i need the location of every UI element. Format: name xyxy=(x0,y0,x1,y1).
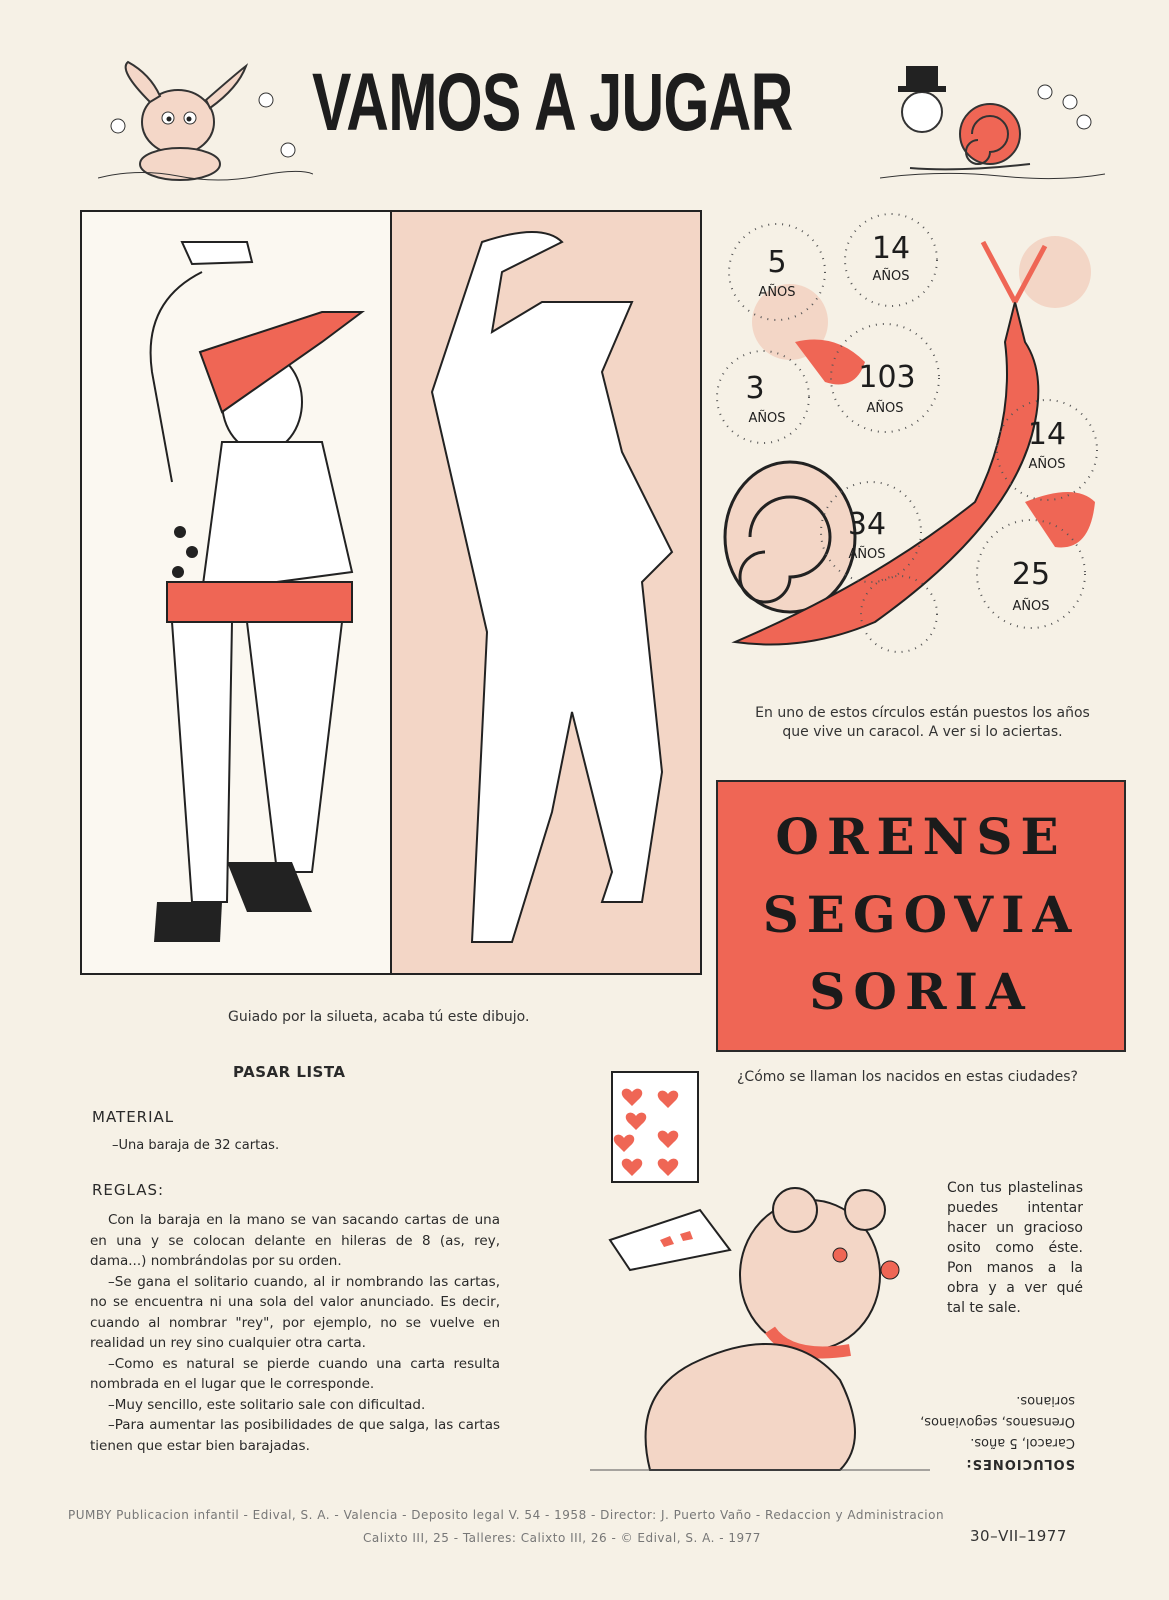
footer-publisher-line: PUMBY Publicacion infantil - Edival, S. A. - Valencia - Deposito legal V. 54 - 1958 - Director: J. Puerto Vaño - Redaccion y Administracion xyxy=(68,1508,945,1522)
rule-paragraph: –Para aumentar las posibilidades de que salga, las cartas tienen que estar bien barajadas. xyxy=(90,1417,500,1454)
city-segovia: SEGOVIA xyxy=(762,885,1080,944)
rule-paragraph: –Se gana el solitario cuando, al ir nombrando las cartas, no se encuentra ni una sola del valor anunciado. Es decir, cuando al nombrar "rey", por ejemplo, no se vuelve en realidad un rey sino cualquier otra carta. xyxy=(90,1273,500,1351)
svg-text:25: 25 xyxy=(1011,557,1051,592)
pasar-lista-title: PASAR LISTA xyxy=(233,1063,346,1081)
svg-text:AÑOS: AÑOS xyxy=(1012,599,1050,614)
circle-label-2 xyxy=(872,231,910,284)
cities-box xyxy=(716,780,1126,1052)
footer-date: 30–VII–1977 xyxy=(970,1527,1067,1545)
svg-text:5: 5 xyxy=(767,245,787,280)
circle-label-1 xyxy=(758,245,795,300)
silhouette-panel xyxy=(392,210,702,975)
snail-puzzle xyxy=(715,202,1135,677)
boy-drawing-panel xyxy=(80,210,392,975)
svg-text:103: 103 xyxy=(858,360,916,395)
drawing-caption: Guiado por la silueta, acaba tú este dibujo. xyxy=(228,1009,530,1025)
osito-text: Con tus plastelinas puedes intentar hacer un gracioso osito como éste. Pon manos a la obra y a ver qué tal te sale. xyxy=(947,1180,1083,1316)
flamenco-boy-drawing xyxy=(82,212,390,973)
circle-label-6 xyxy=(848,507,886,562)
rule-paragraph: –Como es natural se pierde cuando una carta resulta nombrada en el lugar que le corresponde. xyxy=(90,1355,500,1392)
cities-question: ¿Cómo se llaman los nacidos en estas ciudades? xyxy=(737,1069,1078,1085)
footer-address-line: Calixto III, 25 - Talleres: Calixto III, 26 - © Edival, S. A. - 1977 xyxy=(363,1531,761,1545)
snail-caption: En uno de estos círculos están puestos los años que vive un caracol. A ver si lo aciertas. xyxy=(755,705,1090,740)
snail-ant-illustration xyxy=(880,52,1105,184)
svg-text:AÑOS: AÑOS xyxy=(758,285,796,300)
svg-text:AÑOS: AÑOS xyxy=(748,411,786,426)
rules-text xyxy=(90,1210,500,1456)
solutions-heading: SOLUCIONES: xyxy=(965,1456,1075,1471)
svg-text:AÑOS: AÑOS xyxy=(872,269,910,284)
city-orense: ORENSE xyxy=(775,807,1067,866)
silhouette-shape xyxy=(392,212,700,973)
page-title: VAMOS A JUGAR xyxy=(312,57,793,148)
svg-text:14: 14 xyxy=(871,231,911,266)
material-text: –Una baraja de 32 cartas. xyxy=(112,1138,280,1153)
svg-text:14: 14 xyxy=(1027,417,1067,452)
circle-label-4 xyxy=(858,360,915,416)
rabbit-illustration xyxy=(98,52,313,184)
city-soria: SORIA xyxy=(809,962,1033,1021)
svg-text:34: 34 xyxy=(847,507,887,542)
solution-line-2: Orensanos, segovianos, sorianos. xyxy=(920,1393,1075,1429)
solution-line-1: Caracol, 5 años. xyxy=(970,1435,1075,1450)
rule-paragraph: –Muy sencillo, este solitario sale con dificultad. xyxy=(108,1396,426,1413)
circle-label-5 xyxy=(1028,417,1066,472)
svg-text:AÑOS: AÑOS xyxy=(848,547,886,562)
circle-label-7 xyxy=(1012,557,1050,614)
rule-paragraph: Con la baraja en la mano se van sacando cartas de una en una y se colocan delante en hileras de 8 (as, rey, dama...) nombrándolas por su orden. xyxy=(90,1212,500,1269)
playing-card-illustration xyxy=(610,1070,702,1185)
svg-text:3: 3 xyxy=(745,371,765,406)
material-heading: MATERIAL xyxy=(92,1108,175,1126)
svg-text:AÑOS: AÑOS xyxy=(866,401,904,416)
svg-text:AÑOS: AÑOS xyxy=(1028,457,1066,472)
solutions-block xyxy=(860,1390,1075,1474)
reglas-heading: REGLAS: xyxy=(92,1181,165,1199)
circle-label-3 xyxy=(745,371,785,426)
